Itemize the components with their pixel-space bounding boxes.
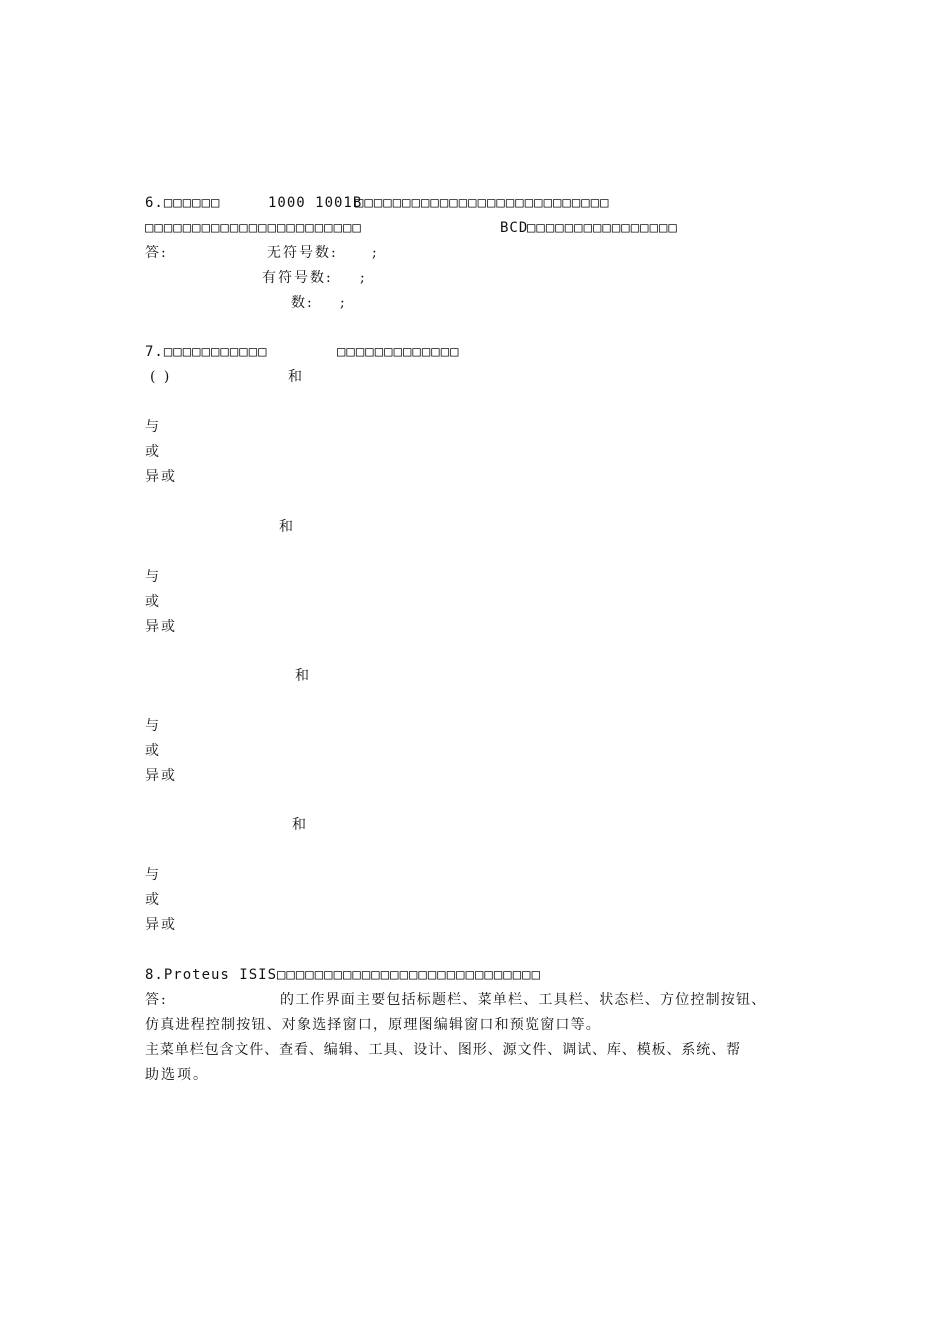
q7-group2-yihuo: 异或 <box>145 619 177 635</box>
q8-answer-label: 答: <box>145 992 168 1008</box>
q7-group2-he: 和 <box>279 519 295 535</box>
q6-semicolon-3: ; <box>340 295 347 311</box>
q7-group3-he: 和 <box>295 668 311 684</box>
q7-group4-yihuo: 异或 <box>145 917 177 933</box>
q7-group4-yu: 与 <box>145 867 161 883</box>
q8-answer-line4: 助选项。 <box>145 1067 209 1083</box>
q8-answer-line2: 仿真进程控制按钮、对象选择窗口，原理图编辑窗口和预览窗口等。 <box>145 1017 601 1033</box>
q6-line2-left: □□□□□□□□□□□□□□□□□□□□□□□ <box>145 220 362 236</box>
q7-line1-right: □□□□□□□□□□□□□ <box>337 344 460 360</box>
q6-answer-label: 答: <box>145 245 168 261</box>
q7-group3-yihuo: 异或 <box>145 768 177 784</box>
q8-answer-line1: 的工作界面主要包括标题栏、菜单栏、工具栏、状态栏、方位控制按钮、 <box>280 992 767 1008</box>
q6-third-label: 数: <box>291 295 314 311</box>
q7-group4-he: 和 <box>292 817 308 833</box>
q7-group3-yu: 与 <box>145 718 161 734</box>
q7-group1-yu: 与 <box>145 419 161 435</box>
q7-group3-huo: 或 <box>145 743 161 759</box>
q6-line2-bcd: BCD <box>500 220 529 236</box>
q7-group2-yu: 与 <box>145 569 161 585</box>
q6-line1-prefix: 6.□□□□□□ <box>145 195 221 211</box>
q6-semicolon-1: ; <box>372 245 379 261</box>
q7-group4-huo: 或 <box>145 892 161 908</box>
q6-line1-rest: □□□□□□□□□□□□□□□□□□□□□□□□□□□ <box>355 195 610 211</box>
q6-semicolon-2: ; <box>360 270 367 286</box>
q7-group1-he: 和 <box>288 369 304 385</box>
q8-answer-line3: 主菜单栏包含文件、查看、编辑、工具、设计、图形、源文件、调试、库、模板、系统、帮 <box>145 1042 741 1058</box>
q7-paren: ( ) <box>150 369 172 385</box>
q7-group1-huo: 或 <box>145 444 161 460</box>
q6-signed-label: 有符号数: <box>262 270 333 286</box>
q7-line1-left: 7.□□□□□□□□□□□ <box>145 344 268 360</box>
q6-unsigned-label: 无符号数: <box>267 245 338 261</box>
q6-line2-rest: □□□□□□□□□□□□□□□□ <box>527 220 678 236</box>
q7-group2-huo: 或 <box>145 594 161 610</box>
q6-line1-number: 1000 1001B <box>268 195 363 211</box>
q8-title: 8.Proteus ISIS□□□□□□□□□□□□□□□□□□□□□□□□□□□□ <box>145 967 542 983</box>
q7-group1-yihuo: 异或 <box>145 469 177 485</box>
